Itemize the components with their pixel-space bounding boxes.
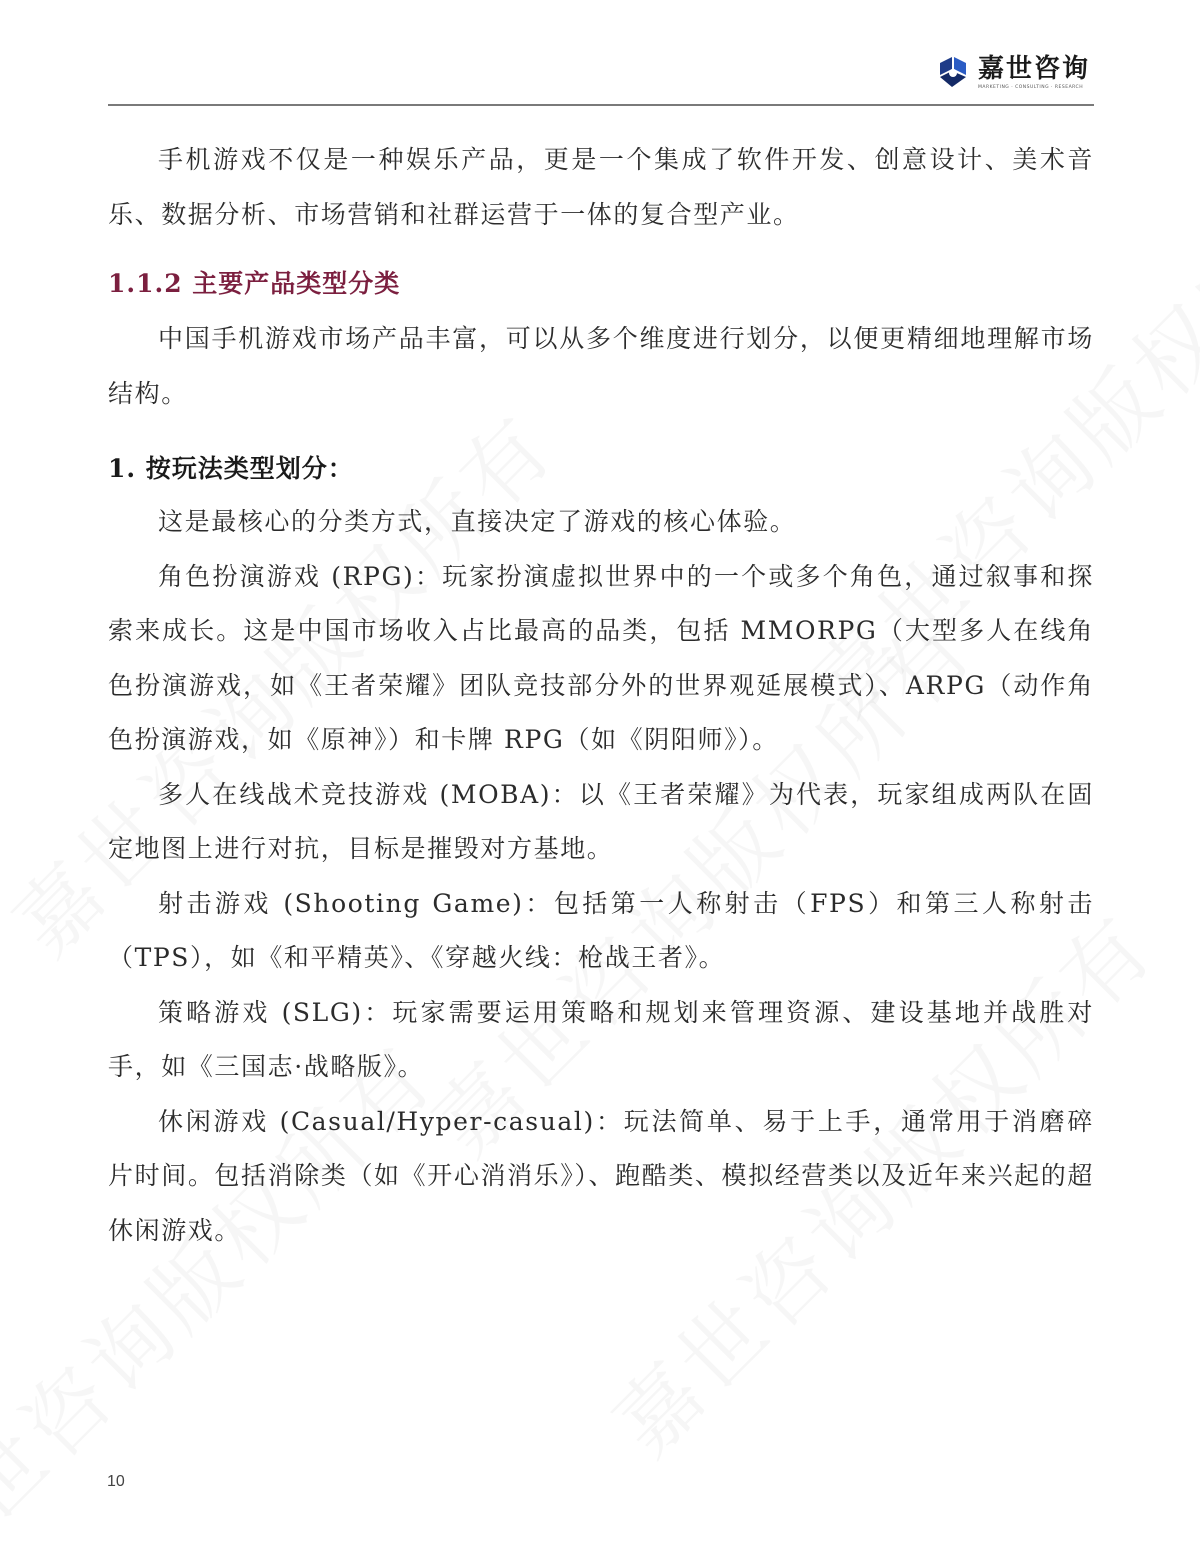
casual-paragraph: 休闲游戏 (Casual/Hyper-casual)：玩法简单、易于上手，通常用于消磨碎片时间。包括消除类（如《开心消消乐》）、跑酷类、模拟经营类以及近年来兴起的超休闲游戏。	[108, 1106, 1094, 1245]
moba-paragraph: 多人在线战术竞技游戏 (MOBA)：以《王者荣耀》为代表，玩家组成两队在固定地图上进行对抗，目标是摧毁对方基地。	[108, 779, 1094, 863]
page-header	[108, 48, 1094, 106]
shooting-paragraph: 射击游戏 (Shooting Game)：包括第一人称射击（FPS）和第三人称射击（TPS），如《和平精英》、《穿越火线：枪战王者》。	[108, 888, 1094, 972]
logo-tagline: MARKETING · CONSULTING · RESEARCH	[977, 85, 1084, 90]
rpg-paragraph: 角色扮演游戏 (RPG)：玩家扮演虚拟世界中的一个或多个角色，通过叙事和探索来成长。这是中国市场收入占比最高的品类，包括 MMORPG（大型多人在线角色扮演游戏，如《王者荣耀》团队竞技部分外的世界观延展模式）、ARPG（动作角色扮演游戏，如《原神》）和卡牌 RPG（如《阴阳师》）。	[108, 561, 1094, 754]
slg-paragraph: 策略游戏 (SLG)：玩家需要运用策略和规划来管理资源、建设基地并战胜对手，如《三国志·战略版》。	[108, 997, 1094, 1081]
intro-paragraph: 手机游戏不仅是一种娱乐产品，更是一个集成了软件开发、创意设计、美术音乐、数据分析、市场营销和社群运营于一体的复合型产业。	[108, 145, 1094, 229]
section-intro-paragraph: 中国手机游戏市场产品丰富，可以从多个维度进行划分，以便更精细地理解市场结构。	[108, 324, 1094, 408]
company-logo	[936, 54, 1090, 90]
header-divider	[108, 104, 1094, 106]
page-number: 10	[107, 1473, 125, 1490]
logo-name: 嘉世咨询	[977, 54, 1090, 84]
subsection-title: 1. 按玩法类型划分：	[108, 454, 354, 483]
section-title: 1.1.2 主要产品类型分类	[108, 269, 401, 298]
document-body	[108, 133, 1094, 1258]
logo-icon	[936, 55, 970, 89]
subsection-intro-paragraph: 这是最核心的分类方式，直接决定了游戏的核心体验。	[158, 507, 797, 536]
